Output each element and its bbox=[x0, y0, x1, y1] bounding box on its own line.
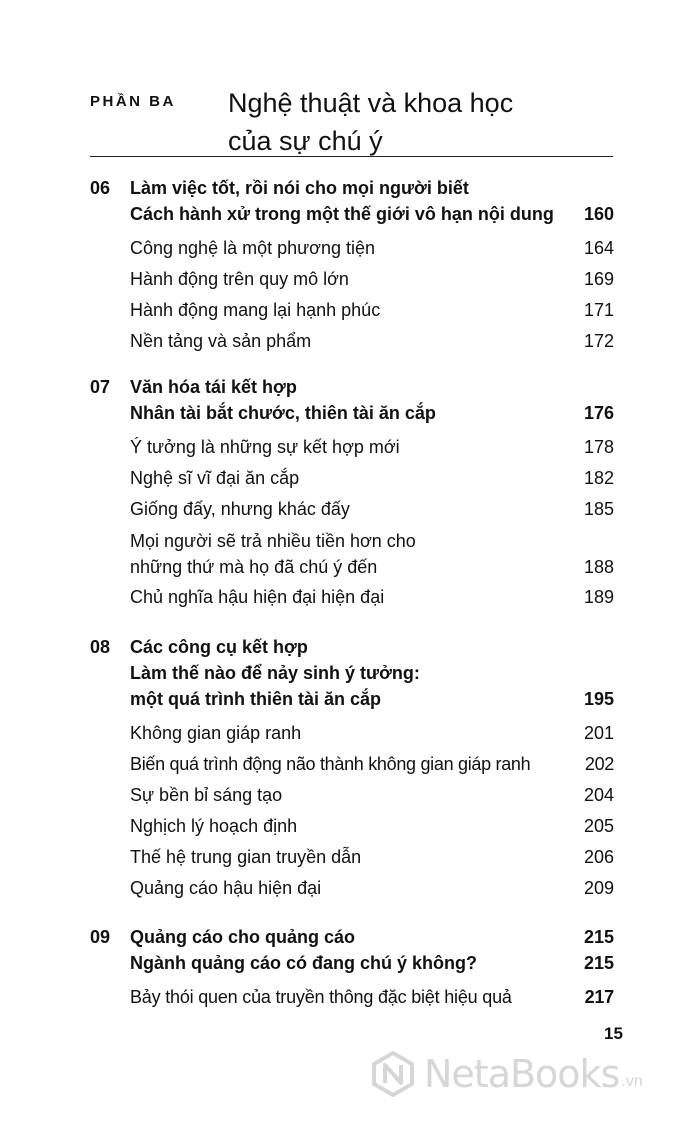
chapter-heading-line: Cách hành xử trong một thế giới vô hạn nội dung 160 bbox=[130, 204, 614, 224]
page-number: 15 bbox=[604, 1024, 623, 1043]
toc-entry[interactable]: Giống đấy, nhưng khác đấy 185 bbox=[130, 494, 614, 525]
watermark-suffix: .vn bbox=[621, 1073, 643, 1090]
toc-entry[interactable]: Không gian giáp ranh 201 bbox=[130, 718, 614, 749]
entry-page: 201 bbox=[583, 723, 614, 743]
toc-entry[interactable]: Biến quá trình động não thành không gian giáp ranh 202 bbox=[130, 749, 614, 780]
entry-page: 171 bbox=[583, 300, 614, 320]
chapter-heading bbox=[130, 374, 614, 426]
netabooks-logo-icon bbox=[370, 1051, 416, 1097]
toc-entry[interactable]: Nghệ sĩ vĩ đại ăn cắp 182 bbox=[130, 463, 614, 494]
entry-page: 189 bbox=[583, 587, 614, 607]
toc-entry[interactable]: Hành động mang lại hạnh phúc 171 bbox=[130, 295, 614, 326]
toc-entry[interactable]: Ý tưởng là những sự kết hợp mới 178 bbox=[130, 432, 614, 463]
chapter-heading-line: Làm thế nào để nảy sinh ý tưởng: bbox=[130, 663, 420, 683]
entry-page: 202 bbox=[584, 754, 614, 774]
chapter-heading bbox=[130, 634, 614, 712]
entry-page: 205 bbox=[583, 816, 614, 836]
chapter-number: 07 bbox=[90, 377, 111, 397]
entry-page: 164 bbox=[583, 238, 614, 258]
watermark-text: NetaBooks bbox=[424, 1052, 620, 1096]
chapter-heading-line: Các công cụ kết hợp bbox=[130, 637, 308, 657]
part-title bbox=[228, 84, 628, 160]
chapter-heading-line: Làm việc tốt, rồi nói cho mọi người biết bbox=[130, 178, 469, 198]
entry-page: 185 bbox=[583, 499, 614, 519]
toc-entry[interactable]: Nền tảng và sản phẩm 172 bbox=[130, 326, 614, 357]
entry-page: 204 bbox=[583, 785, 614, 805]
entry-page: 169 bbox=[583, 269, 614, 289]
chapter-06 bbox=[90, 175, 614, 357]
part-label: PHẦN BA bbox=[90, 93, 176, 110]
toc-entry[interactable]: Thế hệ trung gian truyền dẫn 206 bbox=[130, 842, 614, 873]
part-title-line-2: của sự chú ý bbox=[228, 126, 383, 156]
toc-entry[interactable]: Hành động trên quy mô lớn 169 bbox=[130, 264, 614, 295]
chapter-07 bbox=[90, 374, 614, 613]
entry-page: 172 bbox=[583, 331, 614, 351]
chapter-08 bbox=[90, 634, 614, 904]
chapter-number: 08 bbox=[90, 637, 111, 657]
chapter-number: 09 bbox=[90, 927, 111, 947]
toc-entry[interactable]: Mọi người sẽ trả nhiều tiền hơn cho những thứ mà họ đã chú ý đến 188 bbox=[130, 525, 614, 582]
chapter-heading-line: Văn hóa tái kết hợp bbox=[130, 377, 297, 397]
chapter-heading-line: một quá trình thiên tài ăn cắp 195 bbox=[130, 689, 614, 709]
part-title-line-1: Nghệ thuật và khoa học bbox=[228, 88, 514, 118]
entry-page: 209 bbox=[583, 878, 614, 898]
chapter-heading-line: Nhân tài bắt chước, thiên tài ăn cắp 176 bbox=[130, 403, 614, 423]
toc-entry[interactable]: Chủ nghĩa hậu hiện đại hiện đại 189 bbox=[130, 582, 614, 613]
chapter-number: 06 bbox=[90, 178, 111, 198]
toc-entry[interactable]: Bảy thói quen của truyền thông đặc biệt hiệu quả 217 bbox=[130, 982, 614, 1013]
toc-entry[interactable]: Nghịch lý hoạch định 205 bbox=[130, 811, 614, 842]
toc-entry[interactable]: Sự bền bỉ sáng tạo 204 bbox=[130, 780, 614, 811]
chapter-heading-line: Ngành quảng cáo có đang chú ý không? 215 bbox=[130, 953, 614, 973]
toc-entry[interactable]: Công nghệ là một phương tiện 164 bbox=[130, 233, 614, 264]
entry-page: 206 bbox=[583, 847, 614, 867]
chapter-heading bbox=[130, 175, 614, 227]
chapter-heading bbox=[130, 924, 614, 976]
chapter-09 bbox=[90, 924, 614, 1013]
entry-page: 217 bbox=[584, 987, 614, 1007]
chapter-heading-line: Quảng cáo cho quảng cáo 215 bbox=[130, 927, 614, 947]
toc-entry[interactable]: Quảng cáo hậu hiện đại 209 bbox=[130, 873, 614, 904]
entry-page: 178 bbox=[583, 437, 614, 457]
entry-page: 188 bbox=[583, 557, 614, 577]
title-divider bbox=[90, 156, 613, 157]
entry-page: 182 bbox=[583, 468, 614, 488]
watermark bbox=[370, 1048, 643, 1100]
